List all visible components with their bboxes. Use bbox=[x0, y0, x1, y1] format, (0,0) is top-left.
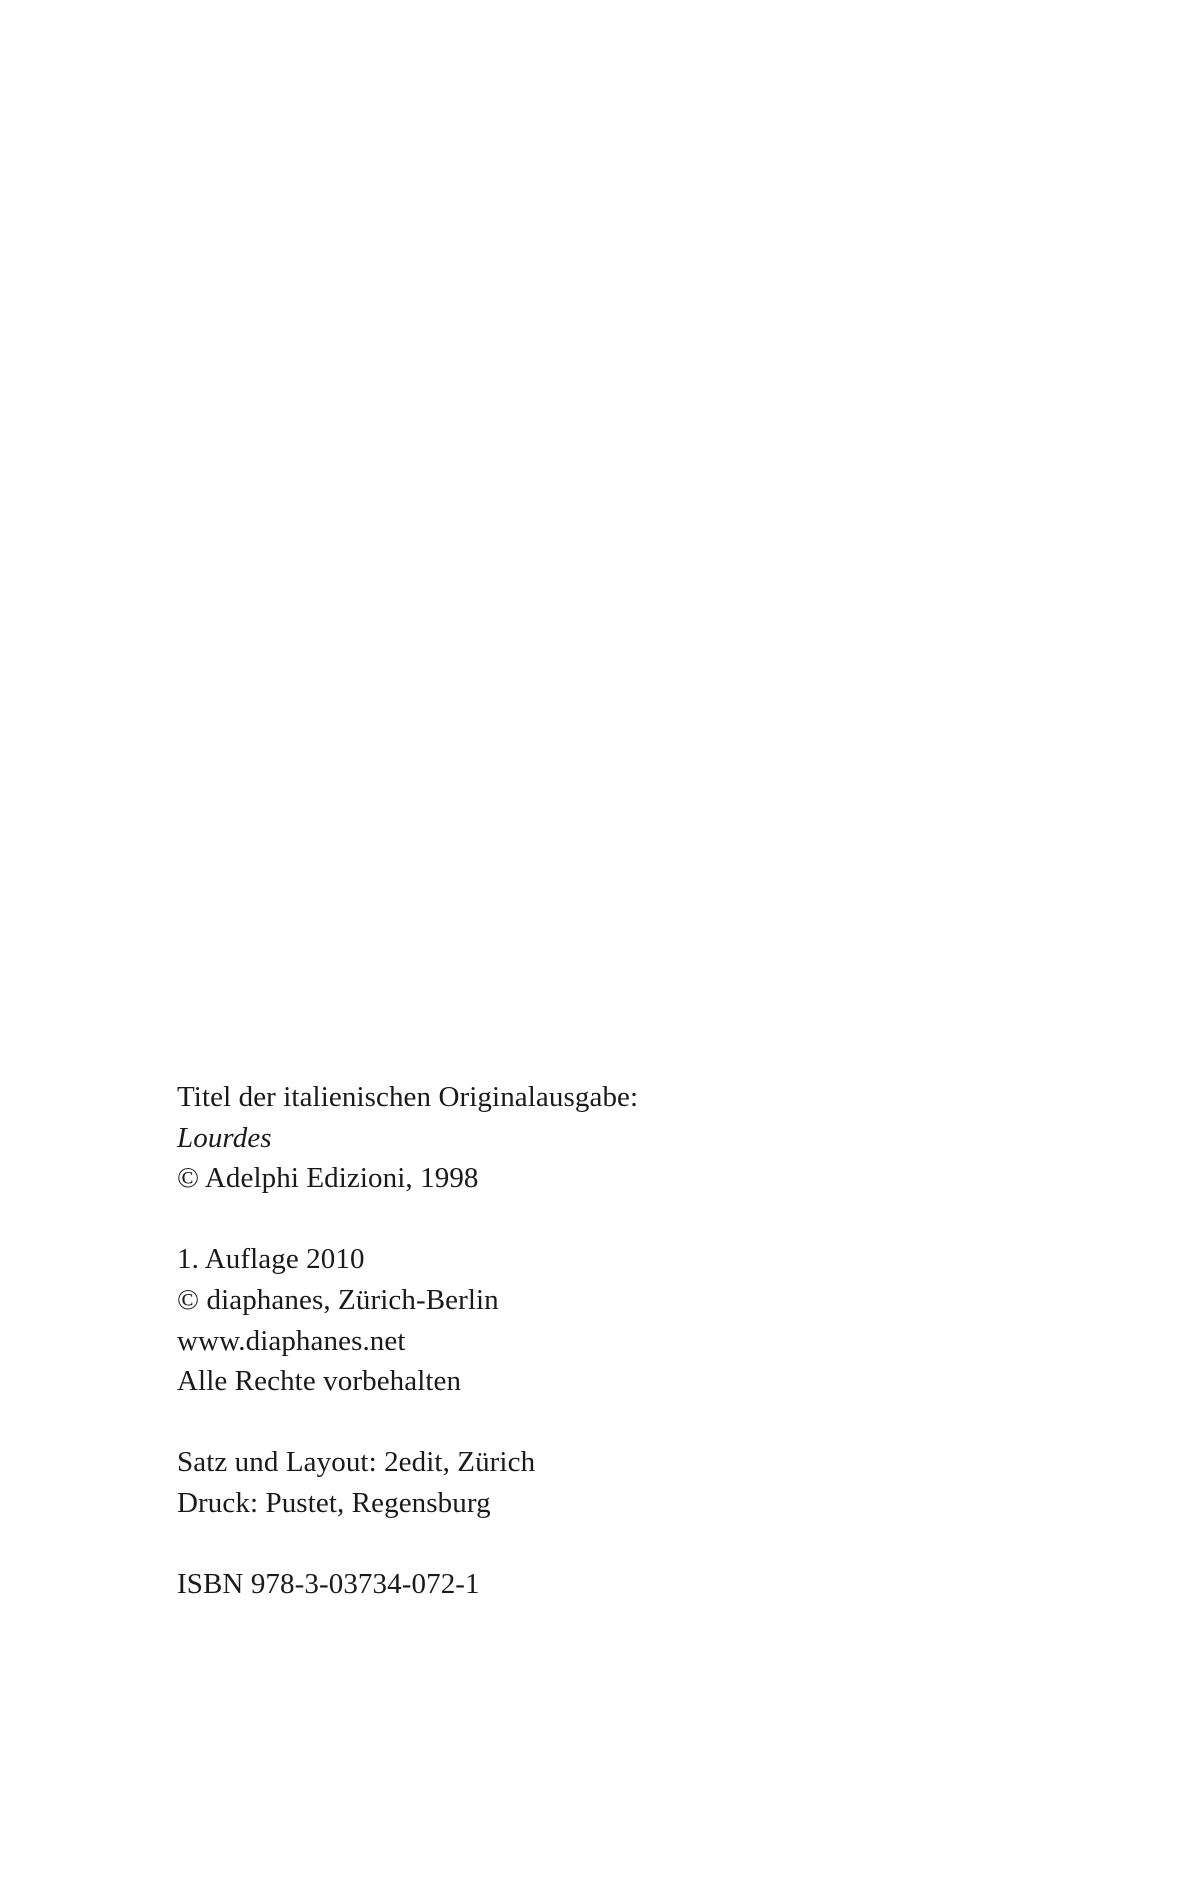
original-copyright: © Adelphi Edizioni, 1998 bbox=[177, 1162, 479, 1195]
original-title: Lourdes bbox=[177, 1121, 272, 1154]
publisher-copyright: © diaphanes, Zürich-Berlin bbox=[177, 1283, 499, 1316]
german-edition-block bbox=[177, 1239, 638, 1401]
isbn-number: ISBN 978-3-03734-072-1 bbox=[177, 1568, 480, 1601]
original-edition-heading: Titel der italienischen Originalausgabe: bbox=[177, 1081, 639, 1113]
rights-statement: Alle Rechte vorbehalten bbox=[177, 1365, 462, 1398]
original-edition-block bbox=[177, 1077, 638, 1199]
layout-credit: Satz und Layout: 2edit, Zürich bbox=[177, 1446, 536, 1479]
publisher-website: www.diaphanes.net bbox=[177, 1324, 406, 1357]
print-credit: Druck: Pustet, Regensburg bbox=[177, 1486, 491, 1519]
production-block bbox=[177, 1442, 638, 1523]
isbn-block bbox=[177, 1564, 638, 1605]
colophon-text-block bbox=[177, 1077, 638, 1605]
edition-info: 1. Auflage 2010 bbox=[177, 1243, 365, 1276]
